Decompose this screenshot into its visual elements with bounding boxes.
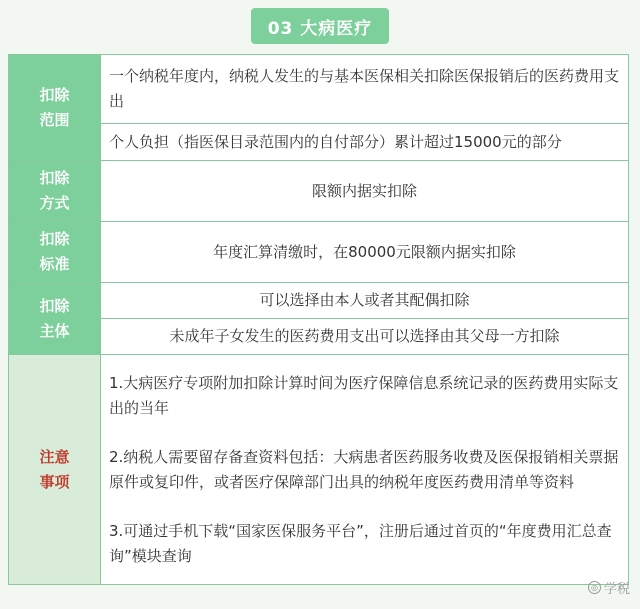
subject-item-2: 未成年子女发生的医药费用支出可以选择由其父母一方扣除 <box>101 319 629 355</box>
label-notes <box>9 355 101 585</box>
watermark-text: 学税 <box>603 582 630 597</box>
scope-item-1: 一个纳税年度内，纳税人发生的与基本医保相关扣除医保报销后的医药费用支出 <box>101 55 629 124</box>
label-method <box>9 161 101 222</box>
label-subject-line2: 主体 <box>39 321 70 340</box>
watermark <box>588 578 630 597</box>
label-subject <box>9 283 101 355</box>
notes-content <box>101 355 629 585</box>
table-row <box>9 124 629 161</box>
table-row <box>9 55 629 124</box>
label-scope <box>9 55 101 161</box>
label-notes-line1: 注意 <box>39 447 70 466</box>
section-title-text: 03 大病医疗 <box>267 18 373 39</box>
watermark-logo-icon: ◎ <box>588 581 601 594</box>
table-row <box>9 283 629 319</box>
section-title <box>251 8 389 44</box>
table-row <box>9 319 629 355</box>
table-row <box>9 222 629 283</box>
label-scope-line2: 范围 <box>39 110 70 129</box>
method-value: 限额内据实扣除 <box>101 161 629 222</box>
note-item-1: 1.大病医疗专项附加扣除计算时间为医疗保障信息系统记录的医药费用实际支出的当年 <box>109 373 619 417</box>
standard-value: 年度汇算清缴时，在80000元限额内据实扣除 <box>101 222 629 283</box>
table-row <box>9 355 629 585</box>
note-item-3: 3.可通过手机下载“国家医保服务平台”，注册后通过首页的“年度费用汇总查询”模块查询 <box>109 521 612 565</box>
label-standard <box>9 222 101 283</box>
deduction-table <box>8 54 629 585</box>
scope-item-2: 个人负担（指医保目录范围内的自付部分）累计超过15000元的部分 <box>101 124 629 161</box>
label-scope-line1: 扣除 <box>39 85 70 104</box>
label-subject-line1: 扣除 <box>39 296 70 315</box>
table-row <box>9 161 629 222</box>
label-method-line2: 方式 <box>39 194 70 212</box>
subject-item-1: 可以选择由本人或者其配偶扣除 <box>101 283 629 319</box>
label-standard-line1: 扣除 <box>39 230 70 248</box>
note-item-2: 2.纳税人需要留存备查资料包括：大病患者医药服务收费及医保报销相关票据原件或复印件，或者医疗保障部门出具的纳税年度医药费用清单等资料 <box>109 447 619 491</box>
label-notes-line2: 事项 <box>39 472 70 491</box>
label-standard-line2: 标准 <box>39 255 70 273</box>
label-method-line1: 扣除 <box>39 169 70 187</box>
